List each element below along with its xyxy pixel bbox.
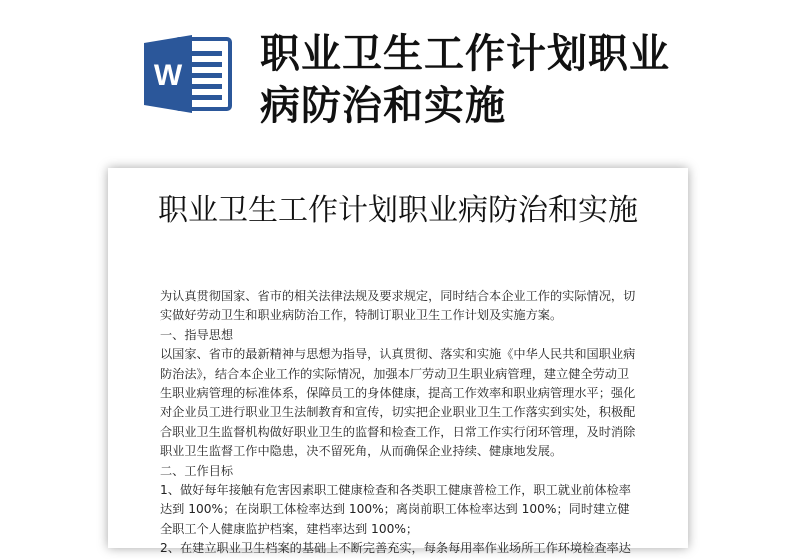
paragraph-guiding: 以国家、省市的最新精神与思想为指导，认真贯彻、落实和实施《中华人民共和国职业病防治法》，结合本企业工作的实际情况，加强本厂劳动卫生职业病管理，建立健全劳动卫生职业病管理的标准体系，保障员工的身体健康，提高工作效率和职业病管理水平；强化对企业员工进行职业卫生法制教育和宣传，切实把企业职业卫生工作落实到实处，积极配合职业卫生监督机构做好职业卫生的监督和检查工作，日常工作实行闭环管理，及时消除职业卫生监督工作中隐患，决不留死角，从而确保企业持续、健康地发展。	[160, 347, 636, 459]
section-heading: 二、工作目标	[160, 463, 234, 478]
document-body	[160, 287, 638, 559]
svg-text:W: W	[153, 59, 183, 92]
section-heading: 一、指导思想	[160, 327, 234, 342]
paragraph-goal-2: 2、在建立职业卫生档案的基础上不断完善充实，每条每用率作业场所工作环境检查率达	[160, 541, 631, 556]
banner	[0, 0, 800, 170]
paragraph-intro: 为认真贯彻国家、省市的相关法律法规及要求规定，同时结合本企业工作的实际情况，切实做好劳动卫生和职业病防治工作，特制订职业卫生工作计划及实施方案。	[160, 289, 636, 323]
banner-title: 职业卫生工作计划职业病防治和实施	[260, 31, 670, 129]
word-document-icon	[142, 33, 234, 115]
paragraph-goal-1: 1、做好每年接触有危害因素职工健康检查和各类职工健康普检工作，职工就业前体检率达到 100%；在岗职工体检率达到 100%；离岗前职工体检率达到 100%；同时建立健全职工个人健康监护档案，建档率达到 100%；	[160, 483, 631, 536]
document-title: 职业卫生工作计划职业病防治和实施	[158, 193, 638, 228]
